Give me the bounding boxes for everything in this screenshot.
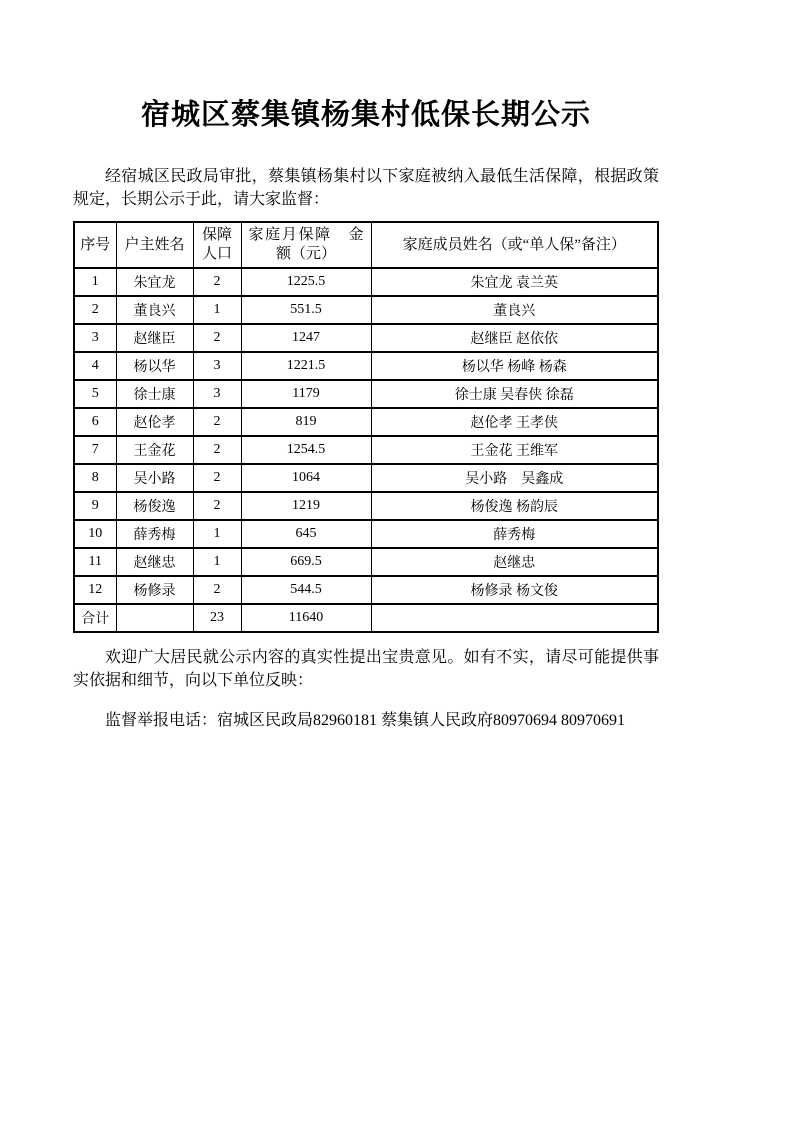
cell-population: 2 <box>193 436 241 464</box>
col-header-amount-line2: 额（元） <box>275 246 336 262</box>
cell-householder: 杨俊逸 <box>116 492 193 520</box>
cell-amount: 551.5 <box>241 296 371 324</box>
total-members <box>371 604 658 632</box>
table-row <box>74 408 658 436</box>
notice-content <box>73 96 659 732</box>
cell-no: 7 <box>74 436 116 464</box>
cell-population: 2 <box>193 464 241 492</box>
cell-householder: 朱宜龙 <box>116 268 193 296</box>
cell-population: 2 <box>193 408 241 436</box>
total-amount: 11640 <box>241 604 371 632</box>
cell-householder: 杨以华 <box>116 352 193 380</box>
table-row <box>74 464 658 492</box>
cell-members: 朱宜龙 袁兰英 <box>371 268 658 296</box>
cell-members: 赵继臣 赵依依 <box>371 324 658 352</box>
cell-no: 8 <box>74 464 116 492</box>
cell-members: 董良兴 <box>371 296 658 324</box>
cell-population: 2 <box>193 492 241 520</box>
cell-amount: 669.5 <box>241 548 371 576</box>
cell-members: 杨以华 杨峰 杨森 <box>371 352 658 380</box>
col-header-members: 家庭成员姓名（或“单人保”备注） <box>371 222 658 268</box>
feedback-paragraph: 欢迎广大居民就公示内容的真实性提出宝贵意见。如有不实，请尽可能提供事实依据和细节，向以下单位反映： <box>73 649 659 689</box>
cell-population: 2 <box>193 576 241 604</box>
table-row <box>74 296 658 324</box>
total-label: 合计 <box>74 604 116 632</box>
cell-no: 2 <box>74 296 116 324</box>
col-header-householder: 户主姓名 <box>116 222 193 268</box>
table-row <box>74 380 658 408</box>
cell-members: 赵伦孝 王孝侠 <box>371 408 658 436</box>
cell-amount: 645 <box>241 520 371 548</box>
cell-population: 3 <box>193 380 241 408</box>
total-population: 23 <box>193 604 241 632</box>
cell-no: 3 <box>74 324 116 352</box>
cell-members: 杨俊逸 杨韵辰 <box>371 492 658 520</box>
cell-amount: 544.5 <box>241 576 371 604</box>
cell-members: 赵继忠 <box>371 548 658 576</box>
col-header-no: 序号 <box>74 222 116 268</box>
cell-population: 1 <box>193 520 241 548</box>
cell-members: 徐士康 吴春侠 徐磊 <box>371 380 658 408</box>
col-header-amount-line1: 家庭月保障 金 <box>248 227 364 243</box>
table-row <box>74 548 658 576</box>
cell-amount: 1064 <box>241 464 371 492</box>
cell-no: 5 <box>74 380 116 408</box>
cell-amount: 1219 <box>241 492 371 520</box>
table-row <box>74 352 658 380</box>
cell-amount: 1221.5 <box>241 352 371 380</box>
hotline-line: 监督举报电话：宿城区民政局82960181 蔡集镇人民政府80970694 80970691 <box>105 712 626 729</box>
cell-no: 1 <box>74 268 116 296</box>
table-row <box>74 324 658 352</box>
cell-amount: 1225.5 <box>241 268 371 296</box>
col-header-amount <box>241 222 371 268</box>
cell-no: 10 <box>74 520 116 548</box>
table-row <box>74 576 658 604</box>
cell-householder: 董良兴 <box>116 296 193 324</box>
cell-householder: 赵继臣 <box>116 324 193 352</box>
cell-population: 2 <box>193 268 241 296</box>
total-row <box>74 604 658 632</box>
cell-no: 6 <box>74 408 116 436</box>
cell-no: 12 <box>74 576 116 604</box>
table-row <box>74 268 658 296</box>
header-row <box>74 222 658 268</box>
cell-amount: 1254.5 <box>241 436 371 464</box>
col-header-population: 保障人口 <box>193 222 241 268</box>
cell-population: 1 <box>193 548 241 576</box>
cell-members: 王金花 王维军 <box>371 436 658 464</box>
cell-amount: 1179 <box>241 380 371 408</box>
cell-householder: 薛秀梅 <box>116 520 193 548</box>
cell-no: 11 <box>74 548 116 576</box>
cell-members: 吴小路 吴鑫成 <box>371 464 658 492</box>
cell-householder: 徐士康 <box>116 380 193 408</box>
cell-householder: 王金花 <box>116 436 193 464</box>
table-row <box>74 520 658 548</box>
notice-title: 宿城区蔡集镇杨集村低保长期公示 <box>140 99 591 131</box>
table-body <box>74 268 658 632</box>
table-row <box>74 492 658 520</box>
cell-no: 4 <box>74 352 116 380</box>
cell-members: 杨修录 杨文俊 <box>371 576 658 604</box>
cell-householder: 赵伦孝 <box>116 408 193 436</box>
cell-householder: 吴小路 <box>116 464 193 492</box>
cell-no: 9 <box>74 492 116 520</box>
cell-householder: 赵继忠 <box>116 548 193 576</box>
benefits-table <box>73 221 659 633</box>
intro-paragraph: 经宿城区民政局审批，蔡集镇杨集村以下家庭被纳入最低生活保障，根据政策规定，长期公示于此，请大家监督： <box>73 168 659 208</box>
cell-population: 2 <box>193 324 241 352</box>
cell-population: 1 <box>193 296 241 324</box>
table-row <box>74 436 658 464</box>
cell-amount: 1247 <box>241 324 371 352</box>
cell-members: 薛秀梅 <box>371 520 658 548</box>
cell-householder: 杨修录 <box>116 576 193 604</box>
cell-population: 3 <box>193 352 241 380</box>
cell-amount: 819 <box>241 408 371 436</box>
total-householder <box>116 604 193 632</box>
